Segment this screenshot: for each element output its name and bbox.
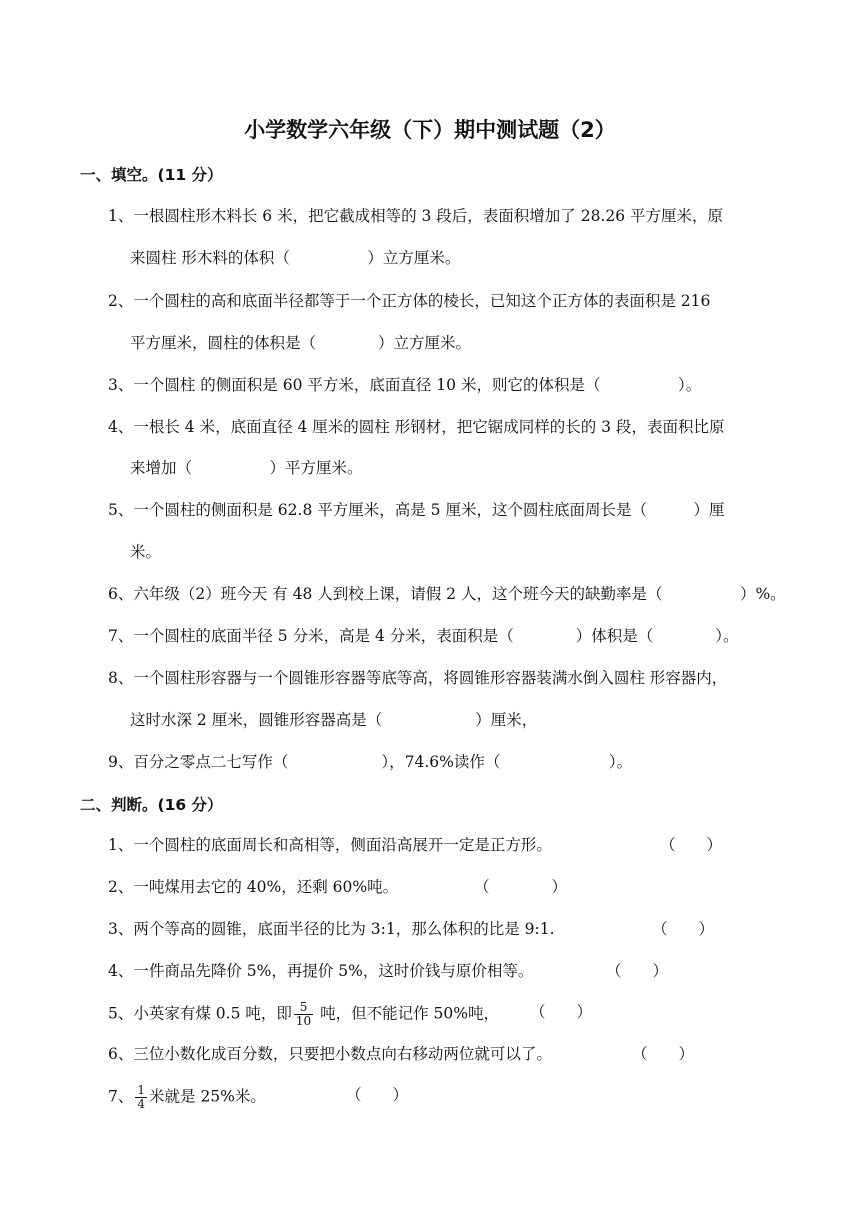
judgment-item — [108, 1083, 409, 1111]
question-line: 平方厘米，圆柱的体积是（ ）立方厘米。 — [130, 334, 472, 352]
question-line: 6、六年级（2）班今天 有 48 人到校上课，请假 2 人，这个班今天的缺勤率是（ ）%。 — [108, 585, 786, 603]
section-heading-true-false: 二、判断。(16 分） — [80, 796, 223, 814]
judgment-item — [108, 1043, 695, 1065]
fraction-numerator: 5 — [294, 1001, 313, 1015]
judgment-item — [108, 960, 669, 982]
judgment-item — [108, 834, 723, 856]
question-line: 8、一个圆柱形容器与一个圆锥形容器等底等高，将圆锥形容器装满水倒入圆柱 形容器内， — [108, 669, 728, 687]
page-title: 小学数学六年级（下）期中测试题（2） — [244, 118, 616, 142]
question-line: 5、一个圆柱的侧面积是 62.8 平方厘米，高是 5 厘米，这个圆柱底面周长是（ ）厘 — [108, 501, 725, 519]
fraction — [135, 1084, 147, 1111]
section-heading-fill-blank: 一、填空。(11 分） — [80, 166, 223, 184]
judgment-item — [108, 1000, 593, 1028]
answer-bracket[interactable]: （ ） — [474, 878, 568, 896]
question-line: 来圆柱 形木料的体积（ ）立方厘米。 — [130, 249, 461, 267]
answer-bracket[interactable]: （ ） — [606, 962, 669, 980]
judgment-text-after: 吨，但不能记作 50%吨， — [315, 1004, 499, 1023]
question-line: 4、一根长 4 米，底面直径 4 厘米的圆柱 形钢材，把它锯成同样的长的 3 段，表面积比原 — [108, 418, 725, 436]
question-line: 9、百分之零点二七写作（ ），74.6%读作（ ）。 — [108, 753, 633, 771]
question-line: 米。 — [130, 543, 162, 561]
judgment-text: 4、一件商品先降价 5%，再提价 5%，这时价钱与原价相等。 — [108, 962, 534, 980]
question-line: 3、一个圆柱 的侧面积是 60 平方米，底面直径 10 米，则它的体积是（ ）。 — [108, 376, 702, 394]
answer-bracket[interactable]: （ ） — [652, 920, 715, 938]
fraction-denominator: 10 — [295, 1014, 312, 1028]
question-line: 1、一根圆柱形木料长 6 米，把它截成相等的 3 段后，表面积增加了 28.26 平方厘米，原 — [108, 207, 724, 225]
judgment-text: 2、一吨煤用去它的 40%，还剩 60%吨。 — [108, 878, 399, 896]
judgment-text-before: 7、 — [108, 1087, 134, 1106]
judgment-text-before: 5、小英家有煤 0.5 吨，即 — [108, 1004, 292, 1023]
judgment-item — [108, 918, 715, 940]
judgment-text: 3、两个等高的圆锥，底面半径的比为 3:1，那么体积的比是 9:1. — [108, 920, 555, 938]
answer-bracket[interactable]: （ ） — [660, 836, 723, 854]
judgment-text: 1、一个圆柱的底面周长和高相等，侧面沿高展开一定是正方形。 — [108, 836, 552, 854]
judgment-text: 6、三位小数化成百分数，只要把小数点向右移动两位就可以了。 — [108, 1045, 552, 1063]
fraction-denominator: 4 — [137, 1097, 146, 1111]
fraction-numerator: 1 — [137, 1083, 146, 1097]
question-line: 2、一个圆柱的高和底面半径都等于一个正方体的棱长，已知这个正方体的表面积是 216 — [108, 292, 711, 310]
answer-bracket[interactable]: （ ） — [530, 1003, 593, 1021]
question-line: 这时水深 2 厘米，圆锥形容器高是（ ）厘米， — [130, 711, 538, 729]
judgment-text-after: 米就是 25%米。 — [149, 1087, 266, 1106]
answer-bracket[interactable]: （ ） — [632, 1045, 695, 1063]
answer-bracket[interactable]: （ ） — [346, 1086, 409, 1104]
question-line: 7、一个圆柱的底面半径 5 分米，高是 4 分米，表面积是（ ）体积是（ ）。 — [108, 627, 739, 645]
fraction — [294, 1001, 313, 1028]
question-line: 来增加（ ）平方厘米。 — [130, 459, 363, 477]
judgment-item — [108, 876, 568, 898]
